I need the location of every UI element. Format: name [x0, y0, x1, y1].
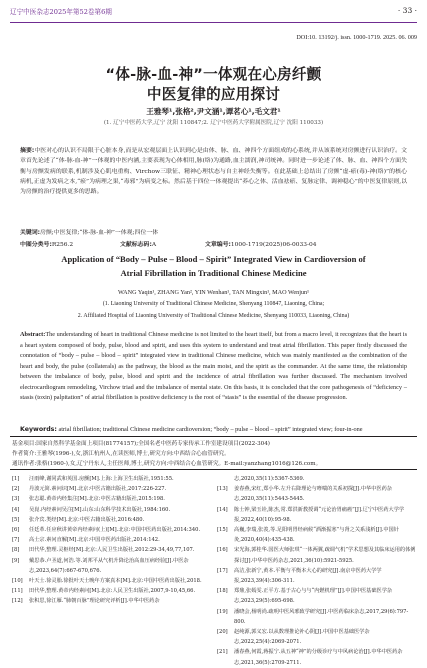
reference-item: [12, 535, 212, 545]
reference-number: [10]: [12, 578, 23, 585]
english-abstract-text: The understanding of heart in traditional Chinese medicine is not limited to the heart itself, but from a macro level, it recognizes that the heart is a heart system composed of body, pulse, blood and spirit, and uses this system to understand and treat atrial fibrillation. This paper firstly discussed the connotation of “body – pulse – blood – spirit” integrated view in traditional Chinese medicine, which was mainly manifested as the combination of the heart and body, the pulse (collaterals) as the pathway, the blood as the main moist, and the spirit as the commander. At the same time, the relationship between the imbalance of body, pulse, blood and spirit and the incidence of atrial fibrillation was further discussed. The mechanism involved electrocardiogram remodeling, Virchow triad and the imbalance of mental state. On this basis, it is concluded that the core pathogenesis of “deficiency – stasis (toxin) palpitation” of atrial fibrillation is positive deficiency is the root of “stasis” is the essential of the disease progression.: [20, 331, 407, 402]
reference-text: 田代华,整理.黄帝内经素问[M].北京:人民卫生出版社,2007,9-10,45,66.: [29, 588, 196, 595]
article-number: 文章编号:1000-1719(2025)06-0033-04: [205, 242, 317, 248]
reference-number: [8]: [12, 547, 20, 554]
reference-item: [12, 545, 212, 555]
reference-number: [11]: [12, 588, 23, 595]
reference-text: 田代华,整理.灵枢经[M].北京:人民卫生出版社,2012:29-34,49,77,107.: [29, 547, 195, 554]
reference-text: 丹波元简.素问识[M].北京:中医古籍出版社,2017:226-227.: [29, 486, 167, 493]
english-authors: WANG Yaqin¹, ZHANG Yan², YIN Wenhan¹, TAN Mingxin¹, MAO Wenjun¹: [118, 289, 309, 296]
reference-number: [5]: [12, 516, 20, 523]
reference-item: [217, 505, 417, 525]
reference-number: [9]: [12, 557, 20, 564]
reference-item: [12, 556, 212, 576]
reference-text: 叶天士.徐灵胎.徐批叶天士晚年方案真本[M].北京:中国中医药出版社,2018.: [29, 578, 202, 585]
page-number: · 33 ·: [397, 6, 417, 15]
reference-text: 高洁,张新宁,黄本.平衡与平衡本大心的研究[J].南京中医药大学学报,2023,39(4):306-311.: [234, 567, 382, 585]
english-keywords-label: Keywords:: [20, 426, 57, 433]
reference-text: 郑鼎,张嫣雯.正平方.基于古心与与“内燃机理”[J].中国中医基础医学杂志,2023,29(5):695-698.: [234, 588, 393, 605]
reference-text: 潘春燕,何霞,蒋振宁.从五神“神”的分级诊疗与中风病论治[J].中华中医药杂志,2021,36(5):2709-2711.: [234, 649, 403, 666]
chinese-abstract: [20, 146, 407, 197]
reference-item: [217, 474, 417, 484]
reference-number: [16]: [217, 547, 228, 554]
reference-number: [12]: [12, 598, 23, 605]
english-affiliation-2: 2. Affiliated Hospital of Liaoning University of Traditional Chinese Medicine, Shenyang 110033, Liaoning, China): [77, 313, 350, 319]
reference-text: 宋光海,郭桂华.国医大师张琪“一体两翼,疏调气机”学术思想及其临床运用的体例探讨[J].中华中医药杂志,2021,36(10):5921-5925.: [234, 547, 416, 564]
header-divider: [10, 22, 417, 23]
fund-footnote: 基金项目:国家自然科学基金面上项目(81774157);全国名老中医药专家传承工作室建设项目(2022-304): [12, 441, 270, 447]
document-code: 文献标志码:A: [120, 242, 157, 248]
reference-number: [20]: [217, 629, 228, 636]
reference-text: 张介宾.类经[M].北京:中医古籍出版社,2016:480.: [29, 516, 145, 523]
reference-item: [12, 494, 212, 504]
reference-number: [2]: [12, 486, 20, 493]
doi-line: DOI:10. 13192/j. issn. 1000-1719. 2025. 06. 009: [296, 34, 417, 41]
reference-number: [14]: [217, 506, 228, 513]
chinese-keywords-label: 关键词:: [20, 230, 41, 236]
reference-text: 高巍,李瑞,张羡,等.足阳明胃经病候“酒渐振寒”与肾之关系浅析[J].中国针灸,2020,40(4):435-438.: [234, 527, 399, 544]
reference-item: [12, 515, 212, 525]
english-title-line-1: Application of “Body – Pulse – Blood – Spirit” Integrated View in Cardioversion of: [61, 254, 366, 264]
reference-text: 汪雨峰,谢同武和英国.房颤[M].上海:上海卫生出版社,1951:55.: [29, 476, 174, 482]
chinese-abstract-text: 中医对心的认识不局限于心脏本身,而是从宏观层面上认识到心是由体、脉、血、神四个方面组成的心系统,并从该系统对房颤进行认识治疗。文章首先论述了“体-脉-血-神”一体观的中医内涵,主要表现为心体相用,脉(络)为通路,血主濡润,神司统神。同时进一步论述了体、脉、血、神四个方面失衡与房颤发病的联系,机制涉及心肌电重构、Virchow三联征、精神心理状态与自主神经失衡等。在此基础上总结出了房颤“虚-瘀(毒)-神(络)”的核心病机,正虚为发病之本,“瘀”为病理之果,“毒邪”为病变之标。然后基于四位一体观提出“养心之体、活血祛瘀、复脉定律、调神稳心”的中医复律原则,以为房颤的治疗提供更多的思路。: [20, 148, 408, 196]
reference-number: [1]: [12, 476, 20, 482]
reference-item: [217, 607, 417, 627]
reference-text: 赵纯源,郭义宏.以从数理推论补心阴[J].中国中医基础医学杂志,2022,25(4):2069-2071.: [234, 629, 370, 646]
reference-item: [12, 576, 212, 586]
english-abstract-label: Abstract:: [20, 331, 46, 338]
reference-item: [12, 505, 212, 515]
reference-item: [217, 627, 417, 647]
reference-item: [217, 586, 417, 606]
english-keywords: [20, 426, 407, 433]
reference-number: [3]: [12, 496, 20, 503]
reference-item: [12, 474, 212, 484]
reference-item: [12, 484, 212, 494]
reference-number: [217, 474, 234, 484]
reference-number: [4]: [12, 506, 20, 513]
clc-number: 中图分类号:R256.2: [20, 242, 74, 248]
english-keywords-text: atrial fibrillation; traditional Chinese medicine cardioversion; “body – pulse – blood – spirit” integrated view; four-in-one: [58, 426, 363, 433]
reference-text: 任廷革.任应秋讲黄帝内经素问(上)[M].北京:中国中医药出版社,2014:340.: [29, 527, 201, 534]
reference-number: [7]: [12, 537, 20, 544]
reference-text: 张积思,徐江雁.“肺朝百脉”理论研究评析[J].中华中医药杂: [29, 598, 160, 605]
reference-text: 张志聪.黄帝内经集注[M].北京:中医古籍出版社,2015:198.: [29, 496, 165, 503]
chinese-title-line-1: “体-脉-血-神”一体观在心房纤颤: [105, 66, 322, 83]
author-bio-footnote: 作者简介:王雅琴(1996-),女,浙江杭州人,在读医师,博士,研究方向:中西结合心血管研究。: [12, 451, 230, 457]
english-affiliation-1: (1. Liaoning University of Traditional Chinese Medicine, Shenyang 110847, Liaoning, China;: [102, 301, 325, 307]
reference-text: 志,2020,35(11):5367-5369.: [234, 476, 305, 482]
chinese-abstract-label: 摘要:: [20, 148, 35, 154]
reference-text: 陈士钟,梁玉铨,陈杰,常.郑洪新教授调“元论治胃痛癌”[J].辽宁中医药大学学报,2022,40(10):95-98.: [234, 506, 405, 523]
english-title-line-2: Atrial Fibrillation in Traditional Chinese Medicine: [120, 268, 307, 278]
reference-item: [217, 647, 417, 667]
reference-number: [13]: [217, 486, 228, 493]
running-header: [10, 3, 417, 23]
references-column-left: [12, 474, 212, 607]
reference-number: [21]: [217, 649, 228, 656]
chinese-keywords: [20, 227, 407, 236]
reference-text: 姜春燕,宋红,郑小华.左升右降理论与哮喘的关系初探[J].中华中医药杂志,2020,35(11):5443-5445.: [234, 486, 392, 503]
reference-number: [19]: [217, 608, 228, 615]
reference-item: [12, 525, 212, 535]
english-abstract: [20, 330, 407, 404]
references-column-right: [217, 474, 417, 668]
reference-item: [217, 525, 417, 545]
reference-item: [217, 566, 417, 586]
references-divider: [10, 469, 417, 470]
chinese-authors: 王雅琴¹,张格²,尹文涵¹,谭茗心¹,毛文君¹: [146, 107, 281, 116]
chinese-affiliation: (1. 辽宁中医药大学,辽宁 沈阳 110847;2. 辽宁中医药大学附属医院,辽宁 沈阳 110033): [103, 120, 324, 126]
reference-text: 潘晓会,杨明尚.疏明中医风邪致学研究[J].中医药临床杂志,2017,29(6):797-800.: [234, 608, 409, 625]
corresponding-author-footnote: 通讯作者:张格(1960-),女,辽宁丹东人,主任医师,博士,研究方向:中西结合心血管研究。E-mail:yanzhang1016@126.com。: [12, 461, 322, 467]
reference-item: [217, 484, 417, 504]
footnote-divider: [10, 436, 417, 437]
reference-item: [12, 596, 212, 606]
reference-text: 戴思恭.卢圣道,何浩.等.刘邦平从气机升降论治高血压病经验[J].中医杂志,2023,64(7):667-670,676.: [29, 557, 189, 574]
journal-issue-label: 辽宁中医杂志2025年第52卷第6期: [10, 8, 112, 16]
reference-number: [15]: [217, 527, 228, 534]
reference-number: [6]: [12, 527, 20, 534]
reference-text: 吴崑.内经素问吴注[M].山东:山东科学技术出版社,1984:160.: [29, 506, 171, 513]
reference-number: [17]: [217, 567, 228, 574]
reference-text: 高士宗.素问直解[M].北京:中国中医药出版社,2014:142.: [29, 537, 160, 544]
reference-item: [217, 545, 417, 565]
chinese-keywords-text: 房颤;中医复律;“体-脉-血-神”一体观;四位一体: [40, 230, 159, 236]
reference-number: [18]: [217, 588, 228, 595]
chinese-title-line-2: 中医复律的应用探讨: [146, 86, 281, 103]
reference-item: [12, 586, 212, 596]
